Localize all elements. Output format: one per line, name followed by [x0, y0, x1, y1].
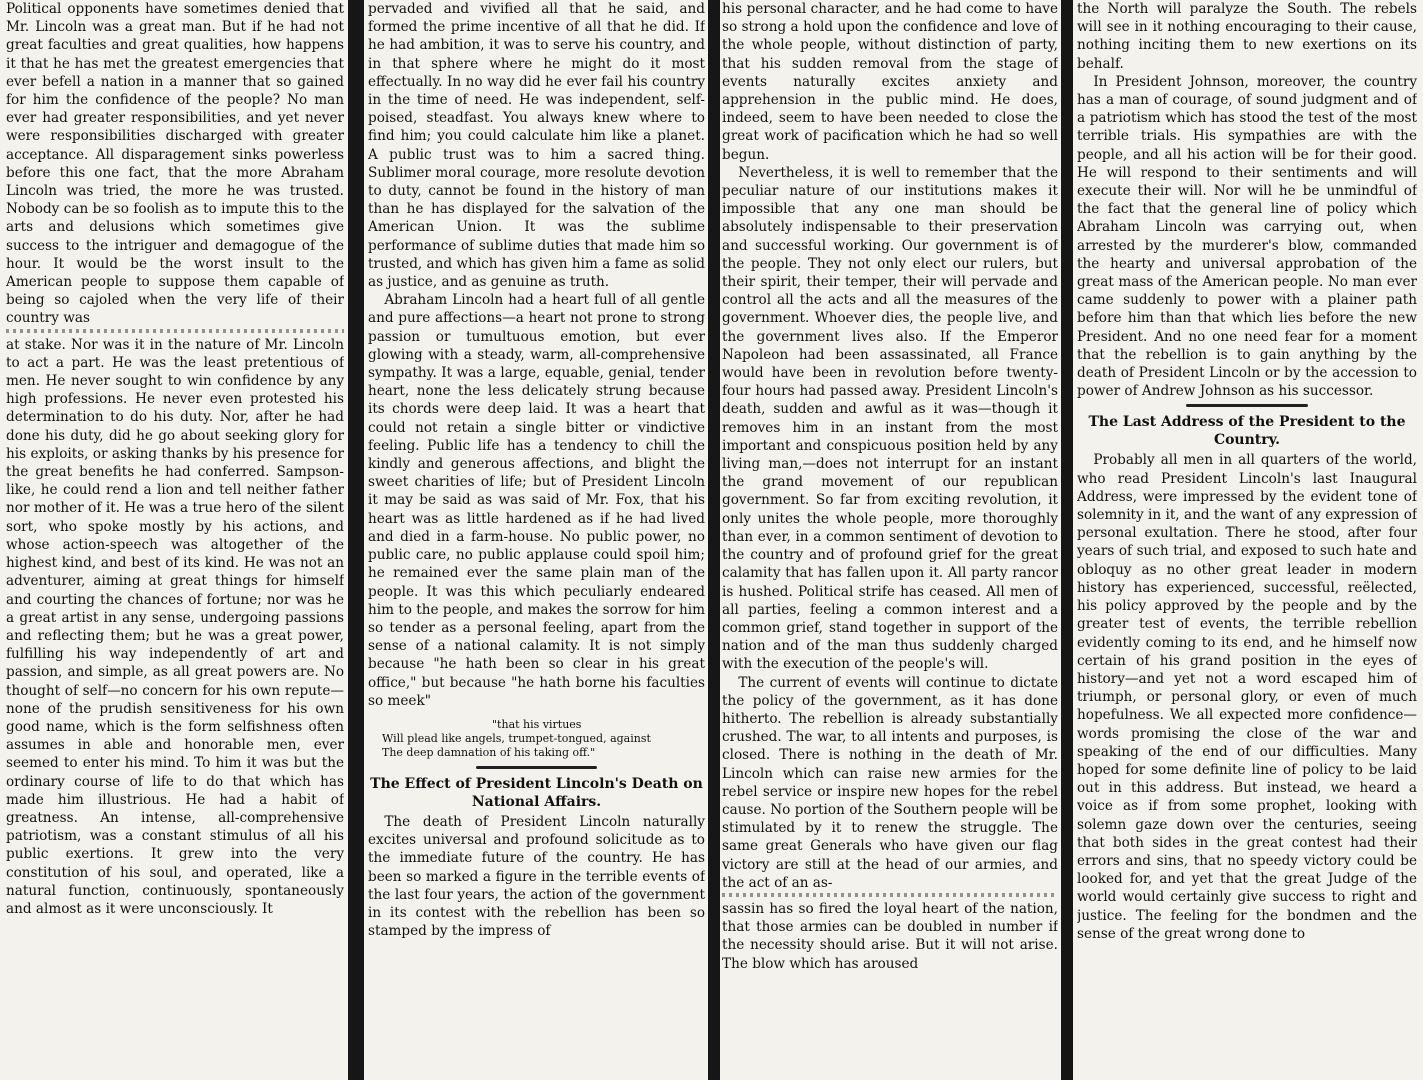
quote-line: The deep damnation of his taking off.": [382, 745, 596, 759]
torn-edge: [6, 329, 344, 333]
paragraph: Abraham Lincoln had a heart full of all gentle and pure affections—a heart not prone to strong passion or tumultuous emotion, but ever glowing with a steady, warm, all-comprehensive sympathy. It was a large, equable, genial, tender heart, none the less delicately strung because its chords were deep laid. It was a heart that could not retain a single bitter or vindictive feeling. Public life has a tendency to chill the kindly and generous affections, and blight the sweet charities of life; but of President Lincoln it may be said as was said of Mr. Fox, that his heart was as little hardened as if he had lived and died in a farm-house. No public power, no public care, no public applause could spoil him; he remained ever the same plain man of the people. It was this which peculiarly endeared him to the people, and makes the sorrow for him so tender as a personal feeling, apart from the sense of a national calamity. It is not simply because "he hath been so clear in his great office," but because "he hath borne his faculties so meek": [368, 292, 705, 709]
paragraph: Probably all men in all quarters of the world, who read President Lincoln's last Inaugural Address, were impressed by the evident tone of solemnity in it, and the want of any expression of personal exultation. There he stood, after four years of such trial, and exposed to such hate and obloquy as no other great leader in modern history has experienced, successful, reëlected, his policy approved by the people and by the greater test of events, the terrible rebellion evidently coming to its end, and he himself now certain of his grand position in the eyes of history—and yet not a word escaped him of triumph, or personal glory, or even of much hopefulness. We all expected more confidence—words promising the close of the war and speaking of the end of our difficulties. Many hoped for some definite line of policy to be laid out in this address. But instead, we heard a voice as if from some prophet, looking with solemn gaze down over the centuries, seeing that both sides in the great contest had their errors and sins, that no speedy victory could be looked for, and yet that the great Judge of the world would certainly give success to right and justice. The feeling for the bondmen and the sense of the great wrong done to: [1077, 452, 1417, 942]
column-2: [368, 0, 705, 1080]
quote-line: "that his virtues: [492, 717, 582, 731]
paragraph: the North will paralyze the South. The rebels will see in it nothing encouraging to their cause, nothing inciting them to new exertions on its behalf.: [1077, 1, 1417, 72]
column-1: [6, 0, 344, 1080]
column-3: [722, 0, 1058, 1080]
section-divider: [1186, 404, 1308, 407]
paragraph: his personal character, and he had come to have so strong a hold upon the confidence and love of the whole people, without distinction of party, that his sudden removal from the stage of events naturally excites anxiety and apprehension in the public mind. He does, indeed, seem to have been needed to close the great work of pacification which he had so well begun.: [722, 1, 1058, 163]
paragraph: sassin has so fired the loyal heart of the nation, that those armies can be doubled in number if the necessity should arise. But it will not arise. The blow which has aroused: [722, 900, 1058, 972]
column-rule: [348, 0, 364, 1080]
torn-edge: [722, 893, 1058, 897]
paragraph: Political opponents have sometimes denied that Mr. Lincoln was a great man. But if he had not great faculties and great qualities, how happens it that he has met the greatest emergencies that ever befell a nation in a manner that so gained for him the confidence of the people? No man ever had greater responsibilities, and yet never were responsibilities discharged with greater acceptance. All disparagement sinks powerless before this one fact, that the more Abraham Lincoln was tried, the more he was trusted. Nobody can be so foolish as to impute this to the arts and delusions which sometimes give success to the intriguer and demagogue of the hour. It would be the worst insult to the American people to suppose them capable of being so cajoled when the very life of their country was: [6, 1, 344, 327]
paragraph: at stake. Nor was it in the nature of Mr. Lincoln to act a part. He was the least pretentious of men. He never sought to win confidence by any high professions. He never even protested his determination to do his duty. Nor, after he had done his duty, did he go about seeking glory for his exploits, or asking thanks by his presence for the great benefits he had conferred. Sampson-like, he could rend a lion and tell neither father nor mother of it. He was a true hero of the silent sort, who spoke mostly by his actions, and whose action-speech was altogether of the highest kind, and best of its kind. He was not an adventurer, aiming at great things for himself and courting the chances of fortune; nor was he a great artist in any sense, undergoing passions and reflecting them; but he was a great power, fulfilling his way independently of art and passion, and simple, as all great powers are. No thought of self—no concern for his own repute—none of the prudish sensitiveness for his own good name, which is the form selfishness often assumes in able and honorable men, ever seemed to enter his mind. To him it was but the ordinary course of life to do that which has made him illustrious. He had a habit of greatness. An intense, all-comprehensive patriotism, was a constant stimulus of all his public exertions. It grew into the very constitution of his soul, and operated, like a natural function, continuously, spontaneously and almost as it were unconsciously. It: [6, 336, 344, 917]
quote-line: Will plead like angels, trumpet-tongued, against: [382, 731, 651, 745]
column-rule: [1061, 0, 1073, 1080]
column-rule: [708, 0, 720, 1080]
column-4: [1077, 0, 1417, 1080]
paragraph: pervaded and vivified all that he said, and formed the prime incentive of all that he did. If he had ambition, it was to serve his country, and in that sphere where he might do it most effectually. In no way did he ever fail his country in the time of need. He was independent, self-poised, steadfast. You always knew where to find him; you could calculate him like a planet. A public trust was to him a sacred thing. Sublimer moral courage, more resolute devotion to duty, cannot be found in the history of man than he has displayed for the salvation of the American Union. It was the sublime performance of sublime duties that made him so trusted, and which has given him a fame as solid as justice, and as genuine as truth.: [368, 1, 705, 291]
paragraph: In President Johnson, moreover, the country has a man of courage, of sound judgment and of a patriotism which has stood the test of the most terrible trials. His sympathies are with the people, and all his action will be for their good. He will respond to their sentiments and will execute their will. Nor will he be unmindful of the fact that the general line of policy which Abraham Lincoln was carrying out, when arrested by the murderer's blow, commanded the hearty and universal approbation of the great mass of the American people. No man ever came suddenly to power with a plainer path before him than that which lies before the new President. And no one need fear for a moment that the rebellion is to gain anything by the death of President Lincoln or by the accession to power of Andrew Johnson as his successor.: [1077, 73, 1417, 400]
section-heading: The Effect of President Lincoln's Death on National Affairs.: [370, 775, 703, 810]
paragraph: The current of events will continue to dictate the policy of the government, as it has done hitherto. The rebellion is already substantially crushed. The war, to all intents and purposes, is closed. There is nothing in the death of Mr. Lincoln which can raise new armies for the rebel service or inspire new hopes for the rebel cause. No portion of the Southern people will be stimulated by it to renew the struggle. The same great Generals who have given our flag victory are still at the head of our armies, and the act of an as-: [722, 674, 1058, 891]
section-heading: The Last Address of the President to the Country.: [1088, 414, 1406, 449]
paragraph: Nevertheless, it is well to remember that the peculiar nature of our institutions makes it impossible that any one man should be absolutely indispensable to their preservation and successful working. Our government is of the people. They not only elect our rulers, but their spirit, their temper, their will pervade and control all the acts and all the measures of the government. Whoever dies, the people live, and the government lives also. If the Emperor Napoleon had been assassinated, all France would have been in revolution before twenty-four hours had passed away. President Lincoln's death, sudden and awful as it was—though it removes him in an instant from the most important and conspicuous position held by any living man,—does not interrupt for an instant the grand movement of our republican government. So far from exciting revolution, it only unites the whole people, more thoroughly than ever, in a common sentiment of devotion to the country and of profound grief for the great calamity that has fallen upon it. All party rancor is hushed. Political strife has ceased. All men of all parties, feeling a common interest and a common grief, stand together in support of the nation and of the man thus suddenly charged with the execution of the people's will.: [722, 164, 1058, 673]
section-divider: [476, 766, 597, 769]
paragraph: The death of President Lincoln naturally excites universal and profound solicitude as to the immediate future of the country. He has been so marked a figure in the terrible events of the last four years, the action of the government in its contest with the rebellion has been so stamped by the impress of: [368, 813, 705, 940]
poem-quote: [368, 718, 705, 760]
